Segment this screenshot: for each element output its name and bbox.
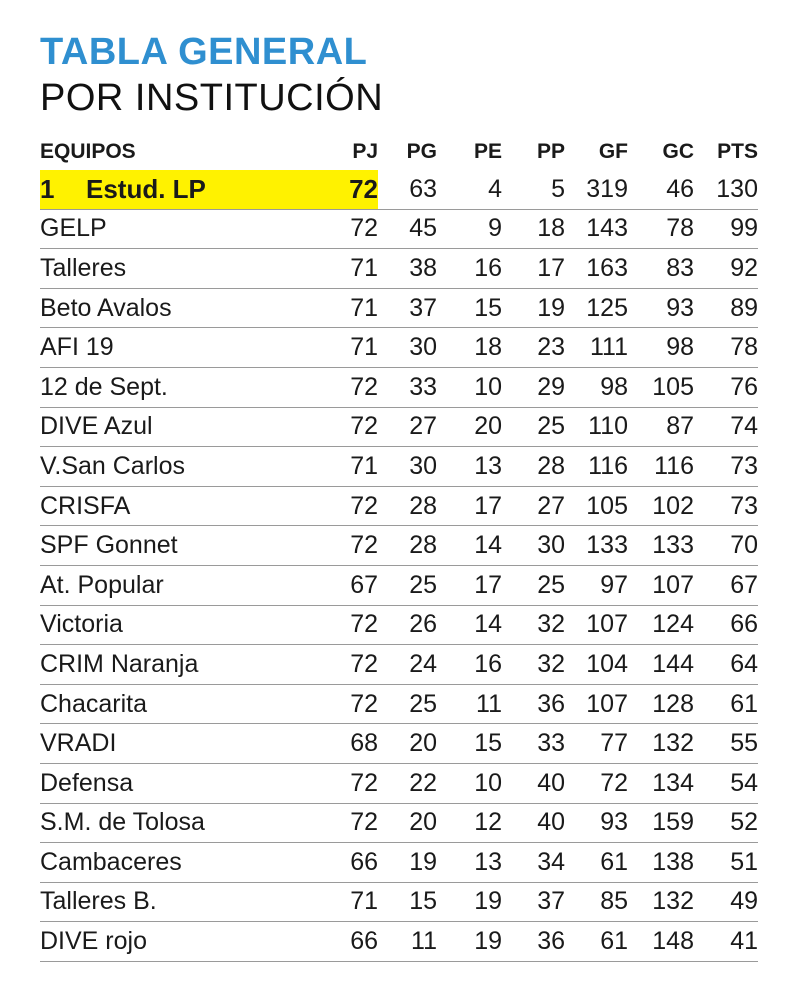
cell-pg: 33	[409, 372, 437, 401]
cell-pj: 68	[350, 729, 378, 758]
cell-gf: 85	[600, 887, 628, 916]
cell-pp: 40	[537, 808, 565, 837]
cell-pp: 37	[537, 887, 565, 916]
team-name: SPF Gonnet	[40, 531, 178, 560]
cell-pp: 28	[537, 451, 565, 480]
cell-pe: 15	[474, 293, 502, 322]
cell-pts: 73	[730, 451, 758, 480]
cell-pg: 11	[411, 927, 437, 956]
cell-pp: 32	[537, 649, 565, 678]
cell-pe: 19	[474, 887, 502, 916]
cell-pg: 27	[409, 412, 437, 441]
cell-pg: 30	[409, 333, 437, 362]
cell-pg: 30	[409, 451, 437, 480]
cell-gc: 132	[652, 887, 694, 916]
team-name: At. Popular	[40, 570, 164, 599]
cell-pe: 20	[474, 412, 502, 441]
cell-pe: 11	[476, 689, 502, 718]
table-row	[40, 487, 758, 527]
cell-gf: 93	[600, 808, 628, 837]
table-row	[40, 289, 758, 329]
cell-gc: 159	[652, 808, 694, 837]
cell-gf: 97	[600, 570, 628, 599]
header-gf: GF	[598, 140, 628, 163]
cell-pg: 28	[409, 491, 437, 520]
cell-pp: 36	[537, 927, 565, 956]
cell-gf: 125	[586, 293, 628, 322]
cell-pg: 19	[409, 847, 437, 876]
header-pts: PTS	[717, 140, 758, 163]
cell-pg: 15	[409, 887, 437, 916]
cell-pj: 71	[350, 253, 378, 282]
cell-pts: 89	[730, 293, 758, 322]
cell-gf: 61	[600, 847, 628, 876]
cell-gc: 128	[652, 689, 694, 718]
team-name: Cambaceres	[40, 847, 182, 876]
cell-pe: 14	[474, 610, 502, 639]
cell-gf: 104	[586, 649, 628, 678]
page-subtitle: POR INSTITUCIÓN	[40, 77, 384, 119]
cell-pe: 15	[474, 729, 502, 758]
header-pe: PE	[473, 140, 502, 163]
cell-pts: 49	[730, 887, 758, 916]
table-row	[40, 843, 758, 883]
cell-pj: 72	[350, 412, 378, 441]
cell-pts: 92	[730, 253, 758, 282]
table-row	[40, 764, 758, 804]
cell-pe: 17	[474, 570, 502, 599]
cell-pts: 66	[730, 610, 758, 639]
cell-gc: 116	[654, 451, 694, 480]
cell-pg: 25	[409, 570, 437, 599]
cell-pj: 72	[350, 768, 378, 797]
cell-pg: 22	[409, 768, 437, 797]
cell-pe: 18	[474, 333, 502, 362]
cell-pj: 72	[350, 649, 378, 678]
cell-pp: 29	[537, 372, 565, 401]
cell-pj: 66	[350, 847, 378, 876]
team-name: DIVE Azul	[40, 412, 153, 441]
cell-pp: 18	[537, 214, 565, 243]
standings-table	[40, 134, 758, 962]
cell-gf: 61	[600, 927, 628, 956]
cell-pj: 72	[350, 808, 378, 837]
table-row	[40, 526, 758, 566]
cell-gc: 105	[652, 372, 694, 401]
leader-pj: 72	[349, 173, 378, 204]
table-row	[40, 804, 758, 844]
cell-pts: 64	[730, 649, 758, 678]
team-name: 12 de Sept.	[40, 372, 168, 401]
cell-pp: 40	[537, 768, 565, 797]
cell-pj: 72	[350, 610, 378, 639]
cell-pg: 24	[409, 649, 437, 678]
cell-gf: 98	[600, 372, 628, 401]
cell-pj: 71	[350, 293, 378, 322]
cell-pe: 10	[474, 768, 502, 797]
cell-pe: 12	[474, 808, 502, 837]
cell-pg: 26	[409, 610, 437, 639]
team-rows	[40, 210, 758, 962]
cell-gc: 87	[666, 412, 694, 441]
header-pp: PP	[536, 140, 565, 163]
cell-pts: 41	[730, 927, 758, 956]
cell-pg: 20	[409, 808, 437, 837]
cell-pg: 45	[409, 214, 437, 243]
cell-pj: 72	[350, 214, 378, 243]
cell-pts: 99	[730, 214, 758, 243]
leader-pp: 5	[551, 174, 565, 203]
table-row	[40, 368, 758, 408]
cell-pp: 23	[537, 333, 565, 362]
cell-gf: 107	[586, 689, 628, 718]
cell-pe: 10	[474, 372, 502, 401]
cell-pg: 20	[409, 729, 437, 758]
header-pj: PJ	[352, 140, 378, 163]
leader-gc: 46	[666, 174, 694, 203]
cell-pj: 72	[350, 689, 378, 718]
cell-pj: 71	[350, 887, 378, 916]
cell-gc: 83	[666, 253, 694, 282]
cell-pts: 55	[730, 729, 758, 758]
team-name: CRIM Naranja	[40, 649, 199, 678]
cell-pts: 54	[730, 768, 758, 797]
table-row	[40, 447, 758, 487]
cell-pe: 9	[488, 214, 502, 243]
cell-pp: 30	[537, 531, 565, 560]
table-row	[40, 724, 758, 764]
cell-gc: 124	[652, 610, 694, 639]
cell-pts: 61	[730, 689, 758, 718]
team-name: VRADI	[40, 729, 117, 758]
cell-pj: 72	[350, 372, 378, 401]
header-pg: PG	[406, 140, 437, 163]
cell-gf: 72	[600, 768, 628, 797]
table-row	[40, 645, 758, 685]
team-name: Defensa	[40, 768, 134, 797]
cell-gc: 107	[652, 570, 694, 599]
cell-gc: 133	[652, 531, 694, 560]
cell-pe: 14	[474, 531, 502, 560]
cell-pe: 16	[474, 253, 502, 282]
leader-pg: 63	[409, 174, 437, 203]
cell-gf: 110	[588, 412, 628, 441]
cell-pe: 13	[474, 847, 502, 876]
cell-pj: 71	[350, 333, 378, 362]
team-name: Chacarita	[40, 689, 147, 718]
team-name: Talleres	[40, 253, 127, 282]
cell-pp: 32	[537, 610, 565, 639]
cell-gc: 134	[652, 768, 694, 797]
cell-pj: 67	[350, 570, 378, 599]
cell-pts: 67	[730, 570, 758, 599]
page-title: TABLA GENERAL	[40, 31, 368, 73]
cell-pts: 78	[730, 333, 758, 362]
cell-pg: 37	[409, 293, 437, 322]
leader-pe: 4	[488, 174, 502, 203]
team-name: V.San Carlos	[40, 451, 185, 480]
cell-gf: 116	[588, 451, 628, 480]
cell-pts: 52	[730, 808, 758, 837]
team-name: S.M. de Tolosa	[40, 808, 205, 837]
cell-pts: 74	[730, 412, 758, 441]
cell-gf: 111	[589, 333, 628, 362]
cell-pp: 17	[537, 253, 565, 282]
cell-pp: 33	[537, 729, 565, 758]
table-row	[40, 249, 758, 289]
cell-pj: 72	[350, 531, 378, 560]
cell-pts: 73	[730, 491, 758, 520]
cell-gc: 148	[652, 927, 694, 956]
cell-gc: 144	[652, 649, 694, 678]
cell-pts: 76	[730, 372, 758, 401]
table-row	[40, 210, 758, 250]
cell-gc: 98	[666, 333, 694, 362]
cell-pg: 28	[409, 531, 437, 560]
cell-gc: 102	[652, 491, 694, 520]
cell-pe: 19	[474, 927, 502, 956]
header-gc: GC	[662, 140, 694, 163]
cell-gc: 138	[652, 847, 694, 876]
cell-pp: 34	[537, 847, 565, 876]
cell-gc: 93	[666, 293, 694, 322]
cell-pe: 17	[474, 491, 502, 520]
cell-gf: 77	[600, 729, 628, 758]
table-row	[40, 328, 758, 368]
cell-pj: 66	[350, 927, 378, 956]
cell-pp: 25	[537, 570, 565, 599]
cell-gf: 133	[586, 531, 628, 560]
cell-pp: 27	[537, 491, 565, 520]
team-name: Talleres B.	[40, 887, 157, 916]
table-header-row	[40, 134, 758, 170]
leader-team-cell	[40, 170, 300, 209]
cell-pp: 36	[537, 689, 565, 718]
team-name: Beto Avalos	[40, 293, 172, 322]
cell-pts: 70	[730, 531, 758, 560]
cell-gf: 107	[586, 610, 628, 639]
cell-gf: 163	[586, 253, 628, 282]
table-row	[40, 606, 758, 646]
leader-team: Estud. LP	[86, 173, 206, 204]
table-row	[40, 566, 758, 606]
leader-pts: 130	[716, 174, 758, 203]
leader-gf: 319	[586, 174, 628, 203]
cell-pj: 72	[350, 491, 378, 520]
cell-pp: 19	[537, 293, 565, 322]
cell-gc: 132	[652, 729, 694, 758]
table-row	[40, 408, 758, 448]
team-name: AFI 19	[40, 333, 114, 362]
leader-rank: 1	[40, 173, 55, 204]
cell-pp: 25	[537, 412, 565, 441]
cell-pe: 13	[474, 451, 502, 480]
cell-pj: 71	[350, 451, 378, 480]
cell-pg: 25	[409, 689, 437, 718]
cell-pts: 51	[730, 847, 758, 876]
cell-gc: 78	[666, 214, 694, 243]
team-name: Victoria	[40, 610, 123, 639]
team-name: CRISFA	[40, 491, 131, 520]
cell-pe: 16	[474, 649, 502, 678]
team-name: DIVE rojo	[40, 927, 147, 956]
cell-pg: 38	[409, 253, 437, 282]
cell-gf: 105	[586, 491, 628, 520]
leader-row	[40, 170, 758, 210]
table-row	[40, 922, 758, 962]
header-team: EQUIPOS	[40, 140, 136, 163]
table-row	[40, 685, 758, 725]
table-row	[40, 883, 758, 923]
cell-gf: 143	[586, 214, 628, 243]
team-name: GELP	[40, 214, 107, 243]
